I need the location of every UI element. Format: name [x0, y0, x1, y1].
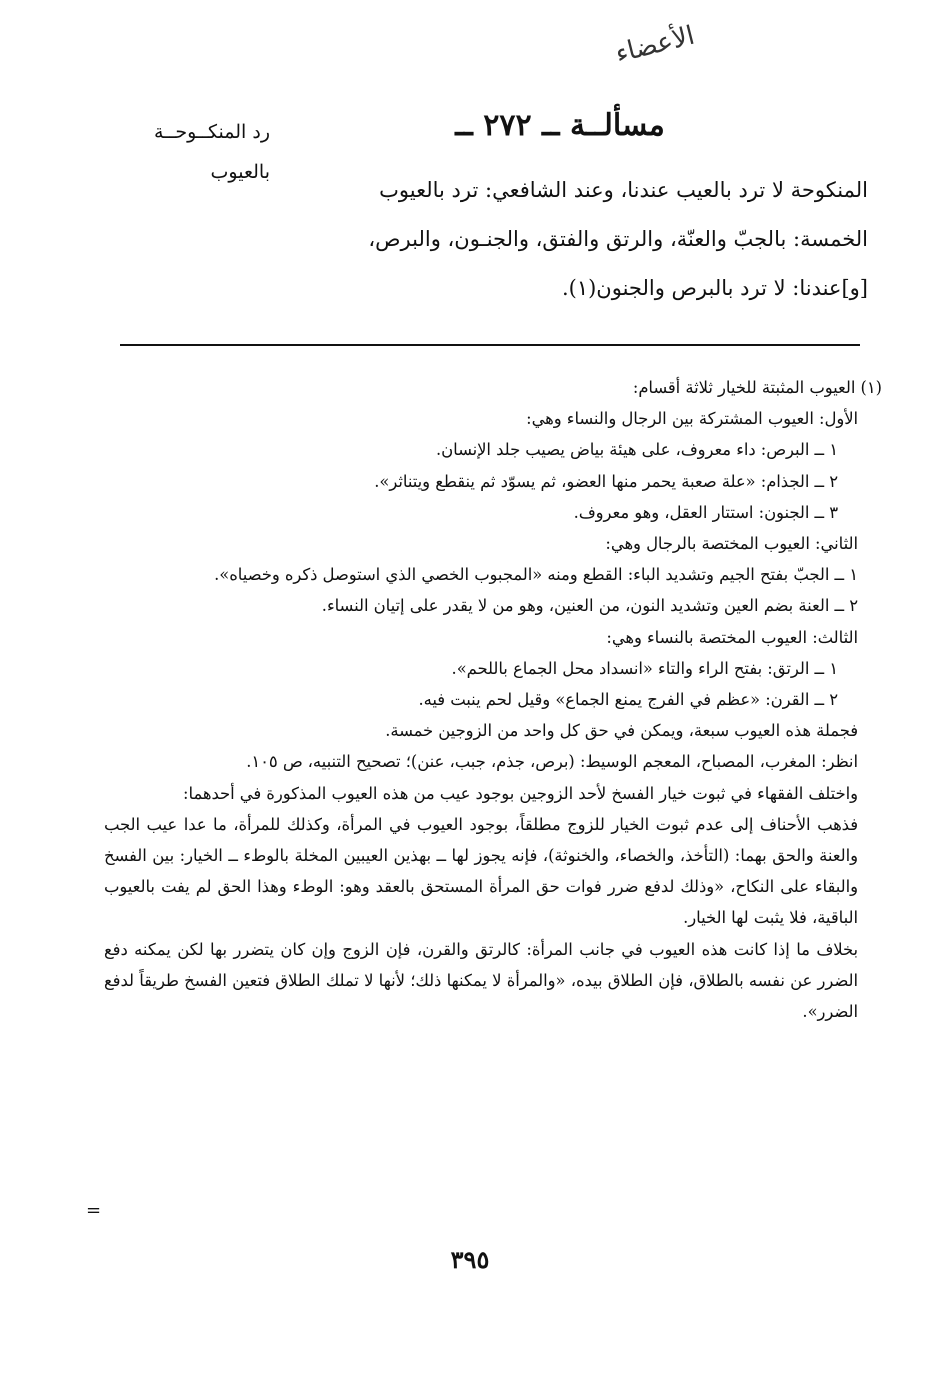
footnote-line: ١ ــ البرص: داء معروف، على هيئة بياض يصيب جلد الإنسان. [436, 440, 838, 460]
footnote-line: الثاني: العيوب المختصة بالرجال وهي: [605, 534, 858, 554]
main-text [270, 166, 868, 313]
footnote-line: ١ ــ الرتق: بفتح الراء والتاء «انسداد محل الجماع باللحم». [451, 658, 838, 678]
footnote-line: ٢ ــ القرن: «عظم في الفرج يمنع الجماع» وقيل لحم ينبت فيه. [418, 690, 838, 710]
footnote-line: (١) العيوب المثبتة للخيار ثلاثة أقسام: [632, 378, 882, 397]
issue-title: مسألــة ــ ٢٧٢ ــ [455, 108, 665, 143]
margin-note-line: بالعيوب [210, 161, 270, 183]
footnote-line: ٢ ــ العنة بضم العين وتشديد النون، من العنين، وهو من لا يقدر على إتيان النساء. [321, 596, 858, 616]
main-text-line: [و]عندنا: لا ترد بالبرص والجنون(١). [561, 276, 868, 300]
footnote-line: ٣ ــ الجنون: استتار العقل، وهو معروف. [573, 502, 838, 522]
footnote-line: الثالث: العيوب المختصة بالنساء وهي: [606, 627, 858, 647]
footnote-paragraph: فذهب الأحناف إلى عدم ثبوت الخيار للزوج مطلقاً، بوجود العيوب في المرأة، وكذلك للمرأة، ما عدا عيب الجب والعنة والحق بهما: (التأخذ، والخصاء، والخنوثة)، فإنه يجوز لها ــ بهذين العيبين المخلة بالوطء ــ الخيار: بين الفسخ والبقاء على النكاح، «وذلك لدفع ضرر فوات حق المرأة المستحق بالعقد وهو: الوطء وهذا الحق لم يفت بالعيوب الباقية، فلا يثبت لها الخيار. [104, 814, 858, 928]
footnote-paragraph: بخلاف ما إذا كانت هذه العيوب في جانب المرأة: كالرتق والقرن، فإن الزوج وإن كان يتضرر بها لكن يمكنه دفع الضرر عن نفسه بالطلاق، فإن الطلاق بيده، «والمرأة لا يمكنها ذلك؛ لأنها لا تملك الطلاق فتعين الفسخ طريقاً لدفع الضرر». [104, 939, 858, 1022]
footnote-line: واختلف الفقهاء في ثبوت خيار الفسخ لأحد الزوجين بوجود عيب من هذه العيوب المذكورة في أحدهما: [183, 783, 858, 803]
handwritten-note: الأعضاء [612, 20, 698, 70]
page-number: ٣٩٥ [450, 1245, 490, 1274]
footnote-separator [120, 344, 860, 346]
footnote-line: ١ ــ الجبّ بفتح الجيم وتشديد الباء: القطع ومنه «المجبوب الخصي الذي استوصل ذكره وخصياه». [214, 565, 858, 585]
continuation-mark: = [86, 1200, 102, 1221]
margin-note-line: رد المنكــوحــة [154, 121, 270, 143]
margin-note [100, 112, 270, 192]
main-text-line: الخمسة: بالجبّ والعنّة، والرتق والفتق، والجنـون، والبرص، [368, 227, 868, 251]
footnotes [104, 372, 882, 1027]
footnote-line: فجملة هذه العيوب سبعة، ويمكن في حق كل واحد من الزوجين خمسة. [385, 721, 858, 741]
main-text-line: المنكوحة لا ترد بالعيب عندنا، وعند الشافعي: ترد بالعيوب [379, 178, 868, 202]
footnote-line: الأول: العيوب المشتركة بين الرجال والنساء وهي: [526, 409, 858, 429]
footnote-line: ٢ ــ الجذام: «علة صعبة يحمر منها العضو، ثم يسوّد ثم ينقطع ويتناثر». [374, 471, 838, 491]
footnote-line: انظر: المغرب، المصباح، المعجم الوسيط: (برص، جذم، جبب، عنن)؛ تصحيح التنبيه، ص ١٠٥. [246, 752, 858, 772]
